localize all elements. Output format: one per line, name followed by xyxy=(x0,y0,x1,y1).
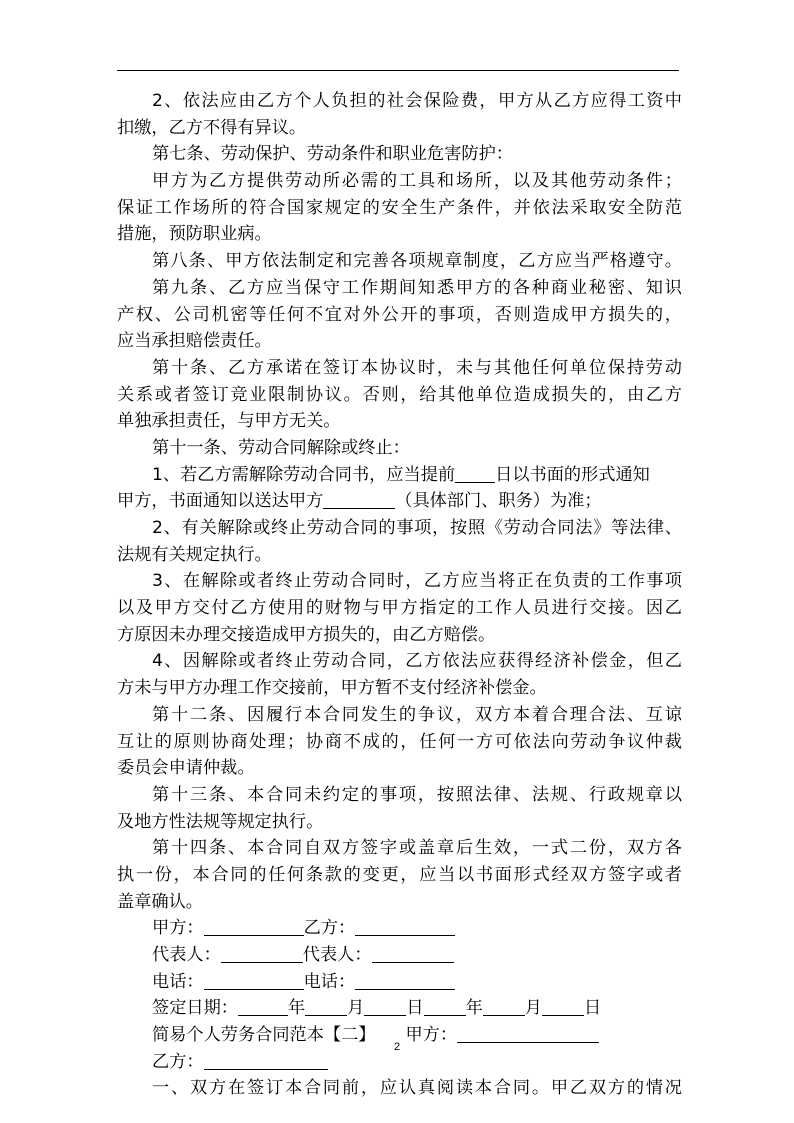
day-field[interactable] xyxy=(542,996,584,1016)
paragraph-line: 以及甲方交付乙方使用的财物与甲方指定的工作人员进行交接。因乙 xyxy=(117,598,682,619)
page-number: 2 xyxy=(393,1041,401,1053)
sign-date-label: 签定日期： xyxy=(152,998,238,1019)
paragraph-line: 方未与甲方办理工作交接前，甲方暂不支付经济补偿金。 xyxy=(117,678,547,699)
paragraph-line: 保证工作场所的符合国家规定的安全生产条件，并依法采取安全防范 xyxy=(117,197,682,218)
party-b-label: 乙方： xyxy=(303,918,356,939)
article-heading: 第十条、乙方承诺在签订本协议时，未与其他任何单位保持劳动 xyxy=(152,357,682,378)
paragraph-line xyxy=(117,488,682,515)
rep-b-field[interactable] xyxy=(372,943,454,963)
section2-title: 简易个人劳务合同范本【二】 xyxy=(152,1025,376,1046)
article-heading: 第十三条、本合同未约定的事项，按照法律、法规、行政规章以 xyxy=(152,784,682,805)
paragraph-line: 及地方性法规等规定执行。 xyxy=(117,811,324,832)
paragraph-line: 盖章确认。 xyxy=(117,891,203,912)
phone-b-field[interactable] xyxy=(355,970,455,990)
article-heading: 第十二条、因履行本合同发生的争议，双方本着合理合法、互谅 xyxy=(152,704,682,725)
paragraph-line: 关系或者签订竞业限制协议。否则，给其他单位造成损失的，由乙方 xyxy=(117,384,682,405)
paragraph-line: 一、双方在签订本合同前，应认真阅读本合同。甲乙双方的情况 xyxy=(152,1078,682,1099)
paragraph-line: 甲方为乙方提供劳动所必需的工具和场所，以及其他劳动条件； xyxy=(152,171,682,192)
phone-a-field[interactable] xyxy=(204,970,304,990)
paragraph-line: 4、因解除或者终止劳动合同，乙方依法应获得经济补偿金，但乙 xyxy=(152,651,682,672)
paragraph-line: 3、在解除或者终止劳动合同时，乙方应当将正在负责的工作事项 xyxy=(152,571,682,592)
section2-party-b-label: 乙方： xyxy=(152,1051,204,1072)
year-field[interactable] xyxy=(424,996,466,1016)
rep-a-label: 代表人： xyxy=(152,945,221,965)
signature-row-phone xyxy=(117,969,682,996)
text-segment: 甲方，书面通知以送达甲方 xyxy=(117,491,324,512)
article-heading: 第十四条、本合同自双方签字或盖章后生效，一式二份，双方各 xyxy=(152,838,682,859)
rep-b-label: 代表人： xyxy=(302,945,372,965)
signature-row-representative xyxy=(117,942,682,969)
paragraph-line: 措施，预防职业病。 xyxy=(117,224,272,245)
paragraph-line: 单独承担责任，与甲方无关。 xyxy=(117,411,341,432)
paragraph-line: 2、有关解除或终止劳动合同的事项，按照《劳动合同法》等法律、 xyxy=(152,518,682,538)
text-segment: 日以书面的形式通知 xyxy=(495,464,650,485)
paragraph-line: 应当承担赔偿责任。 xyxy=(117,331,272,352)
party-a-field[interactable] xyxy=(204,916,304,936)
paragraph-line: 委员会申请仲裁。 xyxy=(117,758,255,779)
paragraph-line: 方原因未办理交接造成甲方损失的，由乙方赔偿。 xyxy=(117,624,496,645)
document-body xyxy=(117,88,682,1102)
party-a-label: 甲方： xyxy=(152,918,204,939)
month-field[interactable] xyxy=(305,996,347,1016)
phone-a-label: 电话： xyxy=(152,971,204,992)
day-label: 日 xyxy=(406,998,424,1019)
signature-row-party xyxy=(117,915,682,942)
text-segment: 1、若乙方需解除劳动合同书，应当提前 xyxy=(152,464,456,485)
party-b-field[interactable] xyxy=(355,916,455,936)
phone-b-label: 电话： xyxy=(303,971,356,992)
day-field[interactable] xyxy=(364,996,406,1016)
signature-row-date xyxy=(117,995,682,1022)
year-label: 年 xyxy=(287,998,306,1019)
month-label: 月 xyxy=(347,998,365,1019)
paragraph-line: 互让的原则协商处理；协商不成的，任何一方可依法向劳动争议仲裁 xyxy=(117,731,682,752)
article-heading: 第八条、甲方依法制定和完善各项规章制度，乙方应当严格遵守。 xyxy=(152,251,682,272)
paragraph-line: 法规有关规定执行。 xyxy=(117,544,272,565)
month-label: 月 xyxy=(524,998,542,1019)
month-field[interactable] xyxy=(483,996,525,1016)
header-rule xyxy=(117,70,679,71)
article-heading: 第十一条、劳动合同解除或终止： xyxy=(152,437,410,458)
blank-field[interactable] xyxy=(323,489,395,509)
article-heading: 第九条、乙方应当保守工作期间知悉甲方的各种商业秘密、知识 xyxy=(152,277,682,298)
blank-field[interactable] xyxy=(455,463,495,483)
year-field[interactable] xyxy=(238,996,288,1016)
paragraph-line: 扣缴，乙方不得有异议。 xyxy=(117,117,307,138)
section2-party-a-label: 甲方： xyxy=(405,1025,458,1046)
rep-a-field[interactable] xyxy=(221,943,303,963)
paragraph-line: 2、依法应由乙方个人负担的社会保险费，甲方从乙方应得工资中 xyxy=(152,91,682,111)
text-segment: （具体部门、职务）为准； xyxy=(395,491,602,512)
paragraph-line: 执一份，本合同的任何条款的变更，应当以书面形式经双方签字或者 xyxy=(117,864,682,885)
day-label: 日 xyxy=(583,998,602,1019)
article-heading: 第七条、劳动保护、劳动条件和职业危害防护： xyxy=(152,144,513,165)
paragraph-line xyxy=(117,462,682,489)
year-label: 年 xyxy=(465,998,483,1019)
paragraph-line: 产权、公司机密等任何不宜对外公开的事项，否则造成甲方损失的， xyxy=(117,304,682,325)
